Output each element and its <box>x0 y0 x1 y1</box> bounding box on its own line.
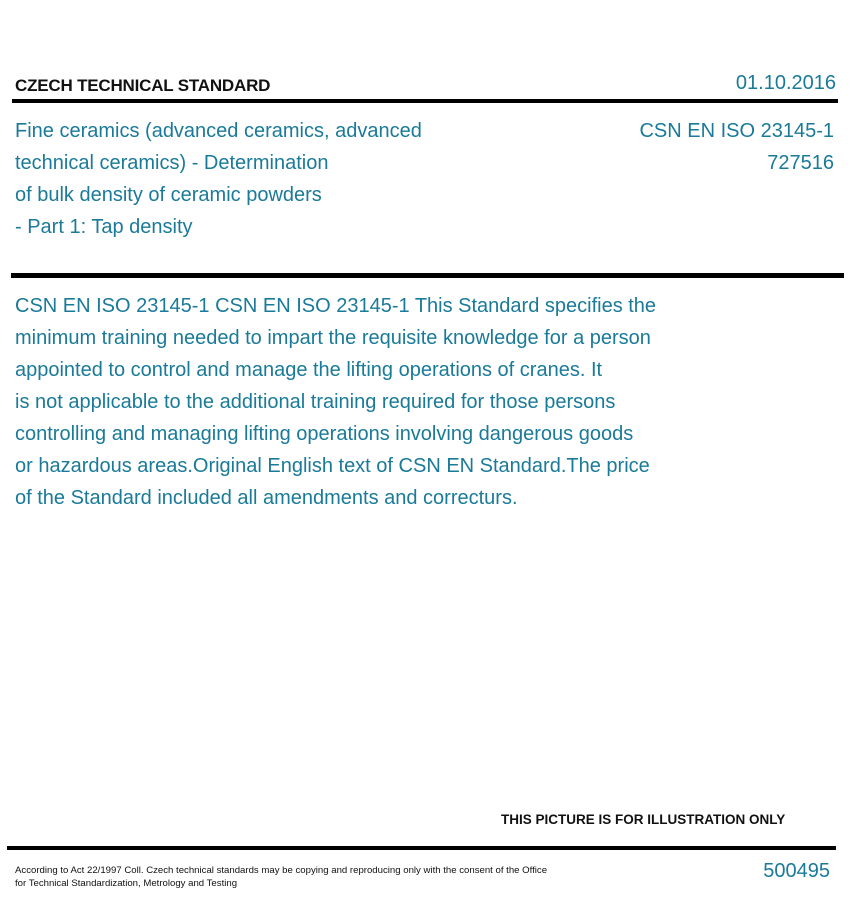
standard-title <box>15 115 515 243</box>
legal-line: for Technical Standardization, Metrology and Testing <box>15 878 238 889</box>
legal-notice <box>15 864 585 890</box>
abstract-line: minimum training needed to impart the requisite knowledge for a person <box>15 327 651 349</box>
title-line: Fine ceramics (advanced ceramics, advanced <box>15 120 422 142</box>
title-line: of bulk density of ceramic powders <box>15 184 322 206</box>
title-line: technical ceramics) - Determination <box>15 152 329 174</box>
standard-identifiers <box>639 115 834 179</box>
legal-line: According to Act 22/1997 Coll. Czech technical standards may be copying and reproducing only with the consent of the Office <box>15 865 548 876</box>
illustration-disclaimer: THIS PICTURE IS FOR ILLUSTRATION ONLY <box>501 812 786 827</box>
abstract-line: is not applicable to the additional training required for those persons <box>15 391 616 413</box>
bottom-divider <box>7 846 836 850</box>
document-number: 500495 <box>763 860 830 882</box>
standard-abstract <box>15 290 755 514</box>
abstract-line: or hazardous areas.Original English text of CSN EN Standard.The price <box>15 455 650 477</box>
abstract-line: CSN EN ISO 23145-1 CSN EN ISO 23145-1 This Standard specifies the <box>15 295 657 317</box>
standard-code: CSN EN ISO 23145-1 <box>639 120 834 142</box>
middle-divider <box>11 273 844 278</box>
abstract-line: of the Standard included all amendments and correcturs. <box>15 487 518 509</box>
abstract-line: controlling and managing lifting operations involving dangerous goods <box>15 423 634 445</box>
abstract-line: appointed to control and manage the lifting operations of cranes. It <box>15 359 603 381</box>
publication-date: 01.10.2016 <box>735 72 836 94</box>
catalog-number: 727516 <box>767 152 834 174</box>
title-line: - Part 1: Tap density <box>15 216 193 238</box>
standard-type-label: CZECH TECHNICAL STANDARD <box>15 76 271 95</box>
top-divider <box>12 99 838 103</box>
